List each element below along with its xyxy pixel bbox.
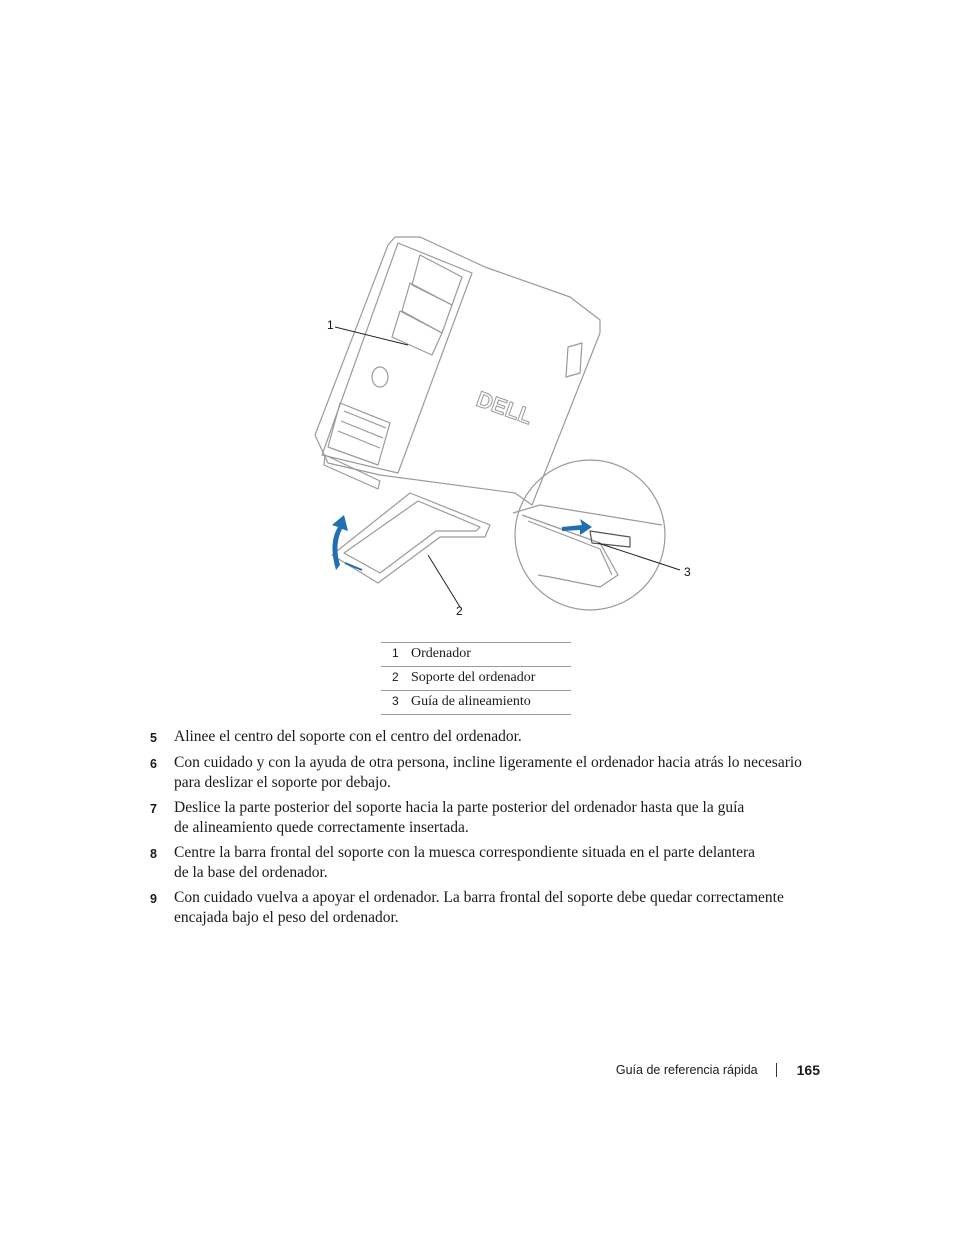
legend-number: 1 [381, 643, 411, 667]
step-text [174, 798, 820, 838]
dell-logo: DELL [473, 386, 536, 430]
legend-label: Guía de alineamiento [411, 691, 571, 715]
legend-row [381, 667, 571, 691]
callout-3: 3 [684, 565, 691, 579]
callout-2: 2 [456, 604, 463, 618]
step-number: 9 [150, 892, 157, 906]
page-footer [616, 1062, 820, 1078]
step-number: 7 [150, 802, 157, 816]
step-9 [150, 888, 820, 928]
legend-label: Ordenador [411, 643, 571, 667]
computer-stand-illustration [300, 225, 700, 625]
step-line: Centre la barra frontal del soporte con la muesca correspondiente situada en el parte delantera [174, 844, 755, 861]
footer-separator [776, 1063, 777, 1077]
step-text [174, 753, 820, 793]
step-line: Con cuidado y con la ayuda de otra persona, incline ligeramente el ordenador hacia atrás lo necesario [174, 754, 802, 771]
page-number: 165 [796, 1062, 820, 1078]
legend-row [381, 643, 571, 667]
legend-number: 2 [381, 667, 411, 691]
tilt-arrow-icon [332, 515, 348, 570]
step-number: 6 [150, 757, 157, 771]
instruction-steps [150, 727, 820, 933]
callout-1: 1 [327, 318, 334, 332]
step-line: para deslizar el soporte por debajo. [174, 774, 391, 791]
step-line: encajada bajo el peso del ordenador. [174, 909, 399, 926]
legend-label: Soporte del ordenador [411, 667, 571, 691]
zoom-circle [515, 460, 665, 610]
step-7 [150, 798, 820, 838]
slide-arrow-icon [562, 519, 592, 535]
step-line: de la base del ordenador. [174, 864, 328, 881]
step-8 [150, 843, 820, 883]
step-number: 8 [150, 847, 157, 861]
step-text [174, 888, 820, 928]
tower-outline [315, 237, 600, 505]
legend-number: 3 [381, 691, 411, 715]
step-number: 5 [150, 731, 157, 745]
step-line: de alineamiento quede correctamente insertada. [174, 819, 469, 836]
step-text [174, 727, 820, 748]
footer-title: Guía de referencia rápida [615, 1063, 758, 1077]
figure-computer-stand [300, 225, 700, 625]
step-6 [150, 753, 820, 793]
power-button-icon [372, 367, 388, 387]
step-line: Con cuidado vuelva a apoyar el ordenador. La barra frontal del soporte debe quedar correctamente [174, 889, 784, 906]
step-5 [150, 727, 820, 748]
step-line: Deslice la parte posterior del soporte hacia la parte posterior del ordenador hasta que la guía [174, 799, 745, 816]
legend-row [381, 691, 571, 715]
step-text [174, 843, 820, 883]
figure-legend-table [381, 642, 571, 715]
step-line: Alinee el centro del soporte con el centro del ordenador. [174, 728, 522, 745]
